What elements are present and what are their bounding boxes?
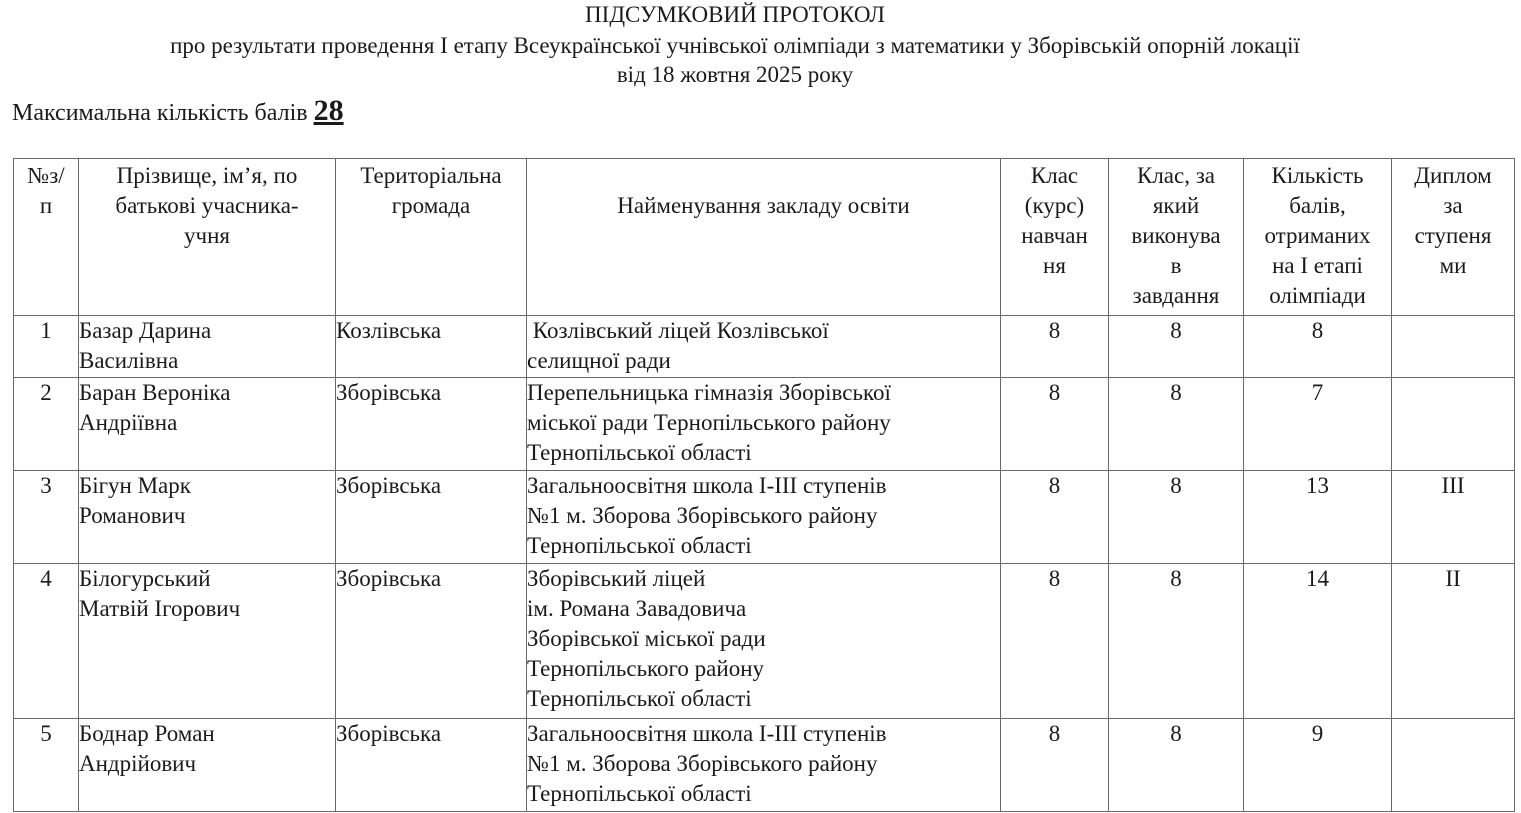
cell-participant-name: Бігун Марк Романович [79,471,336,564]
table-row [14,471,1515,564]
cell-score: 8 [1244,316,1392,378]
cell-diploma [1392,316,1515,378]
cell-number: 3 [14,471,79,564]
header-participant-name: Прізвище, ім’я, по батькові учасника- учня [79,159,336,316]
max-score-line [12,96,344,128]
cell-institution: Загальноосвітня школа І-ІІІ ступенів №1 м. Зборова Зборівського району Тернопільської області [527,471,1001,564]
cell-community: Козлівська [336,316,527,378]
document-title: ПІДСУМКОВИЙ ПРОТОКОЛ [585,2,885,27]
cell-participant-name: Базар Дарина Василівна [79,316,336,378]
cell-score: 13 [1244,471,1392,564]
cell-community: Зборівська [336,471,527,564]
cell-community: Зборівська [336,564,527,719]
cell-institution: Зборівський ліцей ім. Романа Завадовича Зборівської міської ради Тернопільського району Тернопільської області [527,564,1001,719]
cell-score: 14 [1244,564,1392,719]
header-diploma: Диплом за ступеня ми [1392,159,1515,316]
table-header-row [14,159,1515,316]
cell-number: 5 [14,719,79,812]
cell-score: 9 [1244,719,1392,812]
cell-class-tasks: 8 [1109,378,1244,471]
cell-number: 1 [14,316,79,378]
table-row [14,316,1515,378]
cell-class-tasks: 8 [1109,471,1244,564]
table-row [14,564,1515,719]
cell-institution: Загальноосвітня школа І-ІІІ ступенів №1 м. Зборова Зборівського району Тернопільської області [527,719,1001,812]
cell-class: 8 [1001,471,1109,564]
cell-diploma: ІІ [1392,564,1515,719]
cell-class: 8 [1001,719,1109,812]
header-number: №з/ п [14,159,79,316]
header-institution-name: Найменування закладу освіти [527,159,1001,316]
cell-community: Зборівська [336,719,527,812]
cell-class: 8 [1001,564,1109,719]
cell-diploma [1392,378,1515,471]
max-score-value: 28 [313,94,344,127]
cell-class: 8 [1001,378,1109,471]
document-date: від 18 жовтня 2025 року [616,62,854,87]
cell-number: 2 [14,378,79,471]
cell-diploma: ІІІ [1392,471,1515,564]
cell-participant-name: Баран Вероніка Андріївна [79,378,336,471]
cell-participant-name: Боднар Роман Андрійович [79,719,336,812]
cell-participant-name: Білогурський Матвій Ігорович [79,564,336,719]
table-row [14,719,1515,812]
cell-institution: Перепельницька гімназія Зборівської міської ради Тернопільського району Тернопільської області [527,378,1001,471]
header-score: Кількість балів, отриманих на І етапі олімпіади [1244,159,1392,316]
cell-score: 7 [1244,378,1392,471]
max-score-label: Максимальна кількість балів [12,100,308,126]
header-class-tasks: Клас, за який виконува в завдання [1109,159,1244,316]
header-territorial-community: Територіальна громада [336,159,527,316]
document-subtitle: про результати проведення І етапу Всеукраїнської учнівської олімпіади з математики у Зборівській опорній локації [170,33,1300,58]
cell-class-tasks: 8 [1109,719,1244,812]
cell-class: 8 [1001,316,1109,378]
cell-number: 4 [14,564,79,719]
cell-community: Зборівська [336,378,527,471]
cell-class-tasks: 8 [1109,316,1244,378]
cell-diploma [1392,719,1515,812]
table-row [14,378,1515,471]
results-table [13,158,1515,812]
header-class-study: Клас (курс) навчан ня [1001,159,1109,316]
cell-class-tasks: 8 [1109,564,1244,719]
cell-institution: Козлівський ліцей Козлівської селищної ради [527,316,1001,378]
